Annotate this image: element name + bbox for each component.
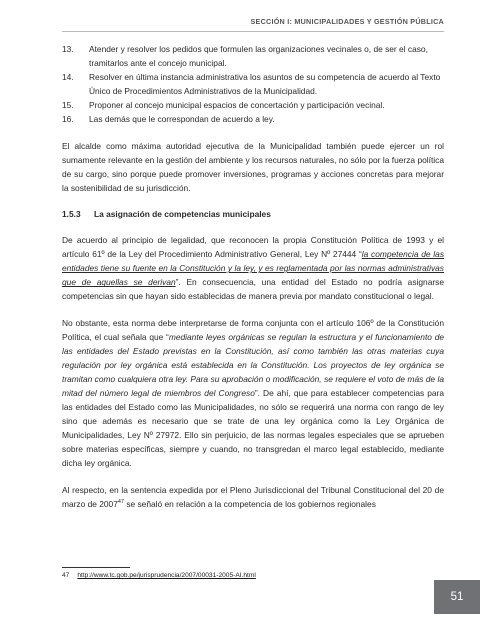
paragraph-text: se señaló en relación a la competencia de los gobiernos regionales [124,498,376,509]
section-heading [62,207,444,221]
list-item-text: Proponer al concejo municipal espacios de concertación y participación vecinal. [89,100,385,111]
footnote-divider [62,567,130,568]
list-item-number: 15. [62,100,74,111]
numbered-list [62,42,444,127]
running-header: SECCIÓN I: MUNICIPALIDADES Y GESTIÓN PÚBLICA [250,17,444,26]
paragraph-sentencia [62,483,444,511]
list-item [62,42,444,70]
footnote-number: 47 [62,572,70,579]
footnote [62,572,256,579]
paragraph-legalidad [62,233,444,303]
paragraph-alcalde: El alcalde como máxima autoridad ejecutiva de la Municipalidad también puede ejercer un rol sumamente relevante en la gestión del ambiente y los recursos naturales, no sólo por la fuerza política de su cargo, sino porque puede promover inversiones, programas y acciones concretas para mejorar la sostenibilidad de su jurisdicción. [62,140,444,193]
list-item [62,70,444,98]
paragraph-text: Al respecto, en la sentencia expedida por el Pleno Jurisdiccional del Tribunal Constitucional del 20 de marzo de 2007 [62,484,444,509]
list-item-text: Las demás que le correspondan de acuerdo a ley. [89,114,275,125]
header-divider [62,31,444,32]
section-number: 1.5.3 [62,208,81,219]
paragraph-text: De acuerdo al principio de legalidad, que reconocen la propia Constitución Política de 1993 y el artículo 61º de la Ley del Procedimiento Administrativo General, Ley Nº 27444 “ [62,235,444,260]
list-item [62,112,444,126]
footnote-ref[interactable]: 47 [117,498,124,505]
section-title: La asignación de competencias municipales [94,208,271,219]
paragraph-constitucion [62,316,444,471]
list-item-number: 14. [62,72,74,83]
quoted-text: la competencia de las entidades tiene su fuente en la Constitución y la ley, y es reglamentada por las normas administrativas que de aquellas se derivan [62,249,445,288]
list-item-text: Atender y resolver los pedidos que formulen las organizaciones vecinales o, de ser el caso, tramitarlos ante el concejo municipal. [89,44,428,69]
footnote-link[interactable]: http://www.tc.gob.pe/jurisprudencia/2007/00031-2005-AI.html [77,572,256,579]
paragraph-text: ”. En consecuencia, una entidad del Estado no podría asignarse competencias sin que hayan sido establecidas de manera previa por mandato constitucional o legal. [62,277,444,302]
page-body [62,42,444,511]
list-item-number: 13. [62,44,74,54]
quoted-text: mediante leyes orgánicas se regulan la estructura y el funcionamiento de las entidades del Estado previstas en la Constitución, así como también las otras materias cuya regulación por ley orgánica está establecida en la Constitución. Los proyectos de ley orgánica se tramitan como cualquiera otra ley. Para su aprobación o modificación, se requiere el voto de más de la mitad del número legal de miembros del Congreso [62,331,445,398]
list-item-number: 16. [62,114,74,125]
list-item [62,98,444,112]
paragraph-text: No obstante, esta norma debe interpretarse de forma conjunta con el artículo 106º de la Constitución Política, el cual señala que “ [62,317,444,342]
page-number: 51 [450,591,464,603]
paragraph-text: ”. De ahí, que para establecer competencias para las entidades del Estado como las Municipalidades, no sólo se requerirá una norma con rango de ley sino que además es necesario que se trate de una ley orgánica como la Ley Orgánica de Municipalidades, Ley Nº 27972. Ello sin perjuicio, de las normas legales especiales que se aprueben sobre materias específicas, siempre y cuando, no transgredan el marco legal establecido, mediante dicha ley orgánica. [62,387,444,469]
list-item-text: Resolver en última instancia administrativa los asuntos de su competencia de acuerdo al Texto Único de Procedimientos Administrativos de la Municipalidad. [89,72,441,97]
page-number-box [434,580,480,614]
